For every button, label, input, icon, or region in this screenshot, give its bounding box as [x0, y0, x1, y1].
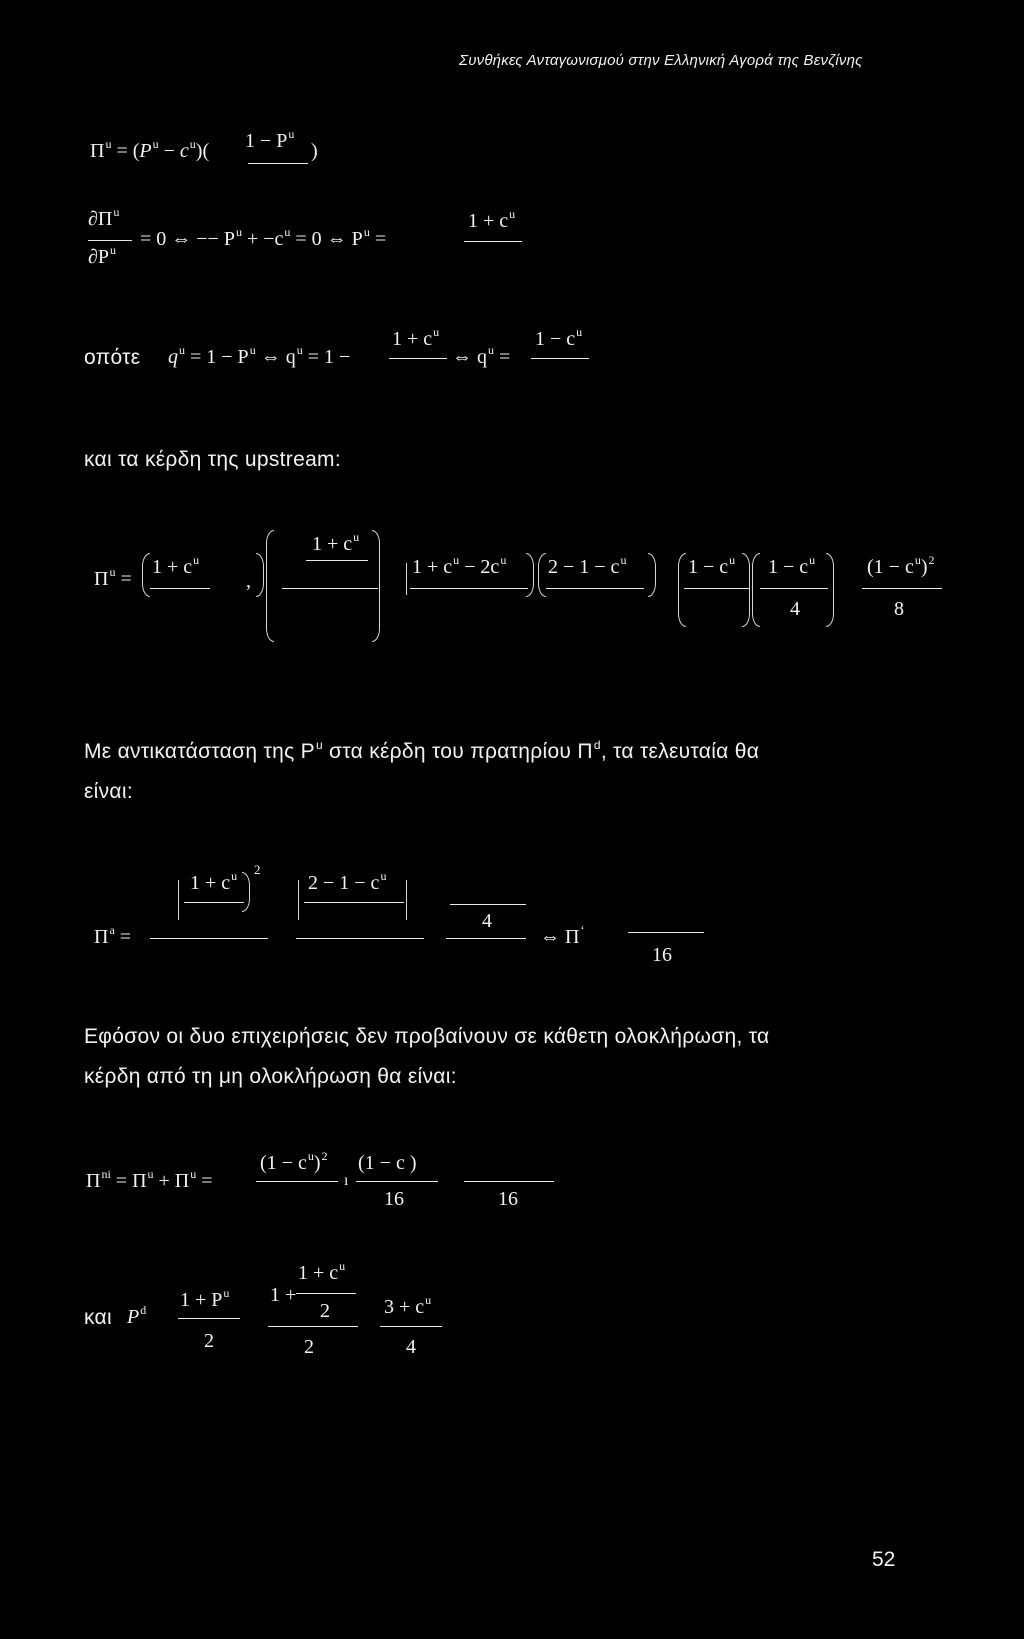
eq6-frac-2-bar	[356, 1181, 438, 1182]
eq3-frac2-num: $1 - c^u$	[535, 325, 583, 350]
eq7-frac-3-den: 4	[406, 1336, 416, 1358]
eq4-lhs: $\Pi^u$ =	[94, 565, 132, 590]
paragraph-no-integration-line2: κέρδη από τη μη ολοκλήρωση θα είναι:	[84, 1065, 457, 1088]
eq3-frac1-bar	[389, 358, 447, 359]
eq4-paren-3	[406, 563, 407, 595]
eq5-term-3-num: 4	[482, 910, 492, 932]
eq4-term-7-den: 8	[894, 598, 904, 620]
eq3-word: οπότε	[84, 346, 141, 369]
eq3-body: $q^u = 1 - P^u$ ⇔ $q^u = 1$ −	[168, 343, 351, 368]
eq2-fraction-bar	[88, 240, 132, 241]
eq5-result-den: 16	[652, 944, 672, 966]
eq5-paren-2-close	[406, 880, 407, 920]
eq6-separator: ı	[344, 1172, 349, 1189]
eq4-term-6: $1 - c^u$	[768, 553, 816, 578]
eq4-paren-5	[678, 553, 686, 627]
eq2-frac-num: $1 + c^u$	[468, 207, 516, 232]
eq7-frac-2-bar	[268, 1326, 358, 1327]
eq2-numerator: $\partial\Pi^u$	[88, 205, 120, 230]
eq4-term-5: $1 - c^u$	[688, 553, 736, 578]
eq4-term-6-bar	[760, 588, 828, 589]
eq4-paren-6-close	[826, 553, 834, 627]
eq6-frac-2-num: (1 − c )	[358, 1152, 417, 1174]
eq7-p: $P^d$	[127, 1303, 147, 1328]
eq6-frac-3-den: 16	[498, 1188, 518, 1210]
eq4-paren-4	[538, 553, 546, 597]
eq5-term-1-bar	[184, 902, 244, 903]
eq5-paren-1	[178, 880, 179, 920]
eq2-frac-bar	[464, 241, 522, 242]
eq5-paren-2	[298, 880, 299, 920]
eq4-term-6-den: 4	[790, 598, 800, 620]
running-header: Συνθήκες Ανταγωνισμού στην Ελληνική Αγορά της Βενζίνης	[459, 52, 863, 69]
eq4-paren-6	[752, 553, 760, 627]
eq4-paren-3-close	[526, 553, 534, 597]
eq6-lhs: $\Pi^{ni} = \Pi^u + \Pi^u$ =	[86, 1167, 213, 1192]
eq7-frac-3-num: $3 + c^u$	[384, 1293, 432, 1318]
eq4-paren-4-close	[648, 553, 656, 597]
eq7-frac-2-inner-bar	[296, 1293, 356, 1294]
eq6-frac-3-bar	[464, 1181, 554, 1182]
eq4-paren-1	[142, 553, 150, 597]
eq3-frac2-bar	[531, 358, 589, 359]
eq5-result-bar	[628, 932, 704, 933]
eq1-numerator: $1 - P^u$	[245, 127, 295, 152]
eq6-frac-1-bar	[256, 1181, 338, 1182]
eq5-term-3-bar-top	[450, 904, 526, 905]
eq5-main-bar-1	[150, 938, 268, 939]
eq5-term-2-bar	[304, 902, 404, 903]
eq7-frac-1-den: 2	[204, 1330, 214, 1352]
eq4-term-4: $2 - 1 - c^u$	[548, 553, 627, 578]
eq4-term-2-bar	[282, 588, 378, 589]
eq7-frac-3-bar	[380, 1326, 442, 1327]
eq4-paren-1-close	[256, 553, 264, 597]
paragraph-no-integration: Εφόσον οι δυο επιχειρήσεις δεν προβαίνουν σε κάθετη ολοκλήρωση, τα	[84, 1025, 770, 1048]
eq5-term-1: $1 + c^u$	[190, 869, 238, 894]
paragraph-substitution: Με αντικατάσταση της $P^u$ στα κέρδη του πρατηρίου $\Pi^d$, τα τελευταία θα	[84, 738, 760, 763]
eq4-term-1-bar	[150, 588, 210, 589]
eq4-term-1: $1 + c^u$	[152, 553, 200, 578]
eq5-arrow: ⇔ Π‘	[540, 923, 585, 948]
eq6-frac-1-den: 16	[384, 1188, 404, 1210]
eq4-comma: ,	[246, 570, 251, 592]
eq4-term-2-inner-bar	[306, 560, 368, 561]
eq4-term-3-bar	[410, 588, 528, 589]
eq1-fraction-bar	[248, 163, 308, 164]
paragraph-substitution-line2: είναι:	[84, 780, 133, 803]
page-number: 52	[872, 1548, 896, 1571]
eq4-bracket-2-close	[372, 530, 380, 642]
eq1-left: $\Pi^u = (P^u - c^u)$(	[90, 137, 210, 162]
eq2-denominator: $\partial P^u$	[88, 243, 117, 268]
eq5-term-2: $2 - 1 - c^u$	[308, 869, 387, 894]
eq4-term-7-bar	[862, 588, 942, 589]
eq6-frac-1-num: $(1 - c^u)^2$	[260, 1149, 328, 1174]
eq3-frac1-num: $1 + c^u$	[392, 325, 440, 350]
eq5-term-3-bar	[446, 938, 526, 939]
eq7-frac-1-bar	[178, 1318, 240, 1319]
eq7-word: και	[84, 1306, 112, 1329]
eq5-paren-1-close	[242, 872, 250, 912]
eq5-main-bar-2	[296, 938, 424, 939]
eq7-frac-2-den: 2	[304, 1336, 314, 1358]
eq1-close: )	[311, 140, 318, 162]
eq5-lhs: $\Pi^a$ =	[94, 923, 132, 948]
eq4-term-2: $1 + c^u$	[312, 530, 360, 555]
eq3-second: ⇔ $q^u$ =	[452, 343, 511, 368]
eq7-frac-2-pre: 1 +	[270, 1284, 297, 1306]
eq7-frac-2-inner-den: 2	[320, 1300, 330, 1322]
eq7-frac-1-num: $1 + P^u$	[180, 1286, 230, 1311]
eq2-body: = 0 ⇔ −− $P^u + -c^u = 0$ ⇔ $P^u$ =	[140, 225, 387, 250]
paragraph-upstream-profits: και τα κέρδη της upstream:	[84, 448, 341, 471]
eq5-term-1-exp: 2	[254, 862, 261, 877]
eq7-frac-2-inner-num: $1 + c^u$	[298, 1259, 346, 1284]
eq4-term-7: $(1 - c^u)^2$	[867, 553, 935, 578]
eq4-term-5-bar	[684, 588, 750, 589]
eq4-term-3: $1 + c^u - 2c^u$	[412, 553, 507, 578]
eq4-bracket-2	[266, 530, 274, 642]
eq4-paren-5-close	[742, 553, 750, 627]
eq4-term-4-bar	[546, 588, 644, 589]
